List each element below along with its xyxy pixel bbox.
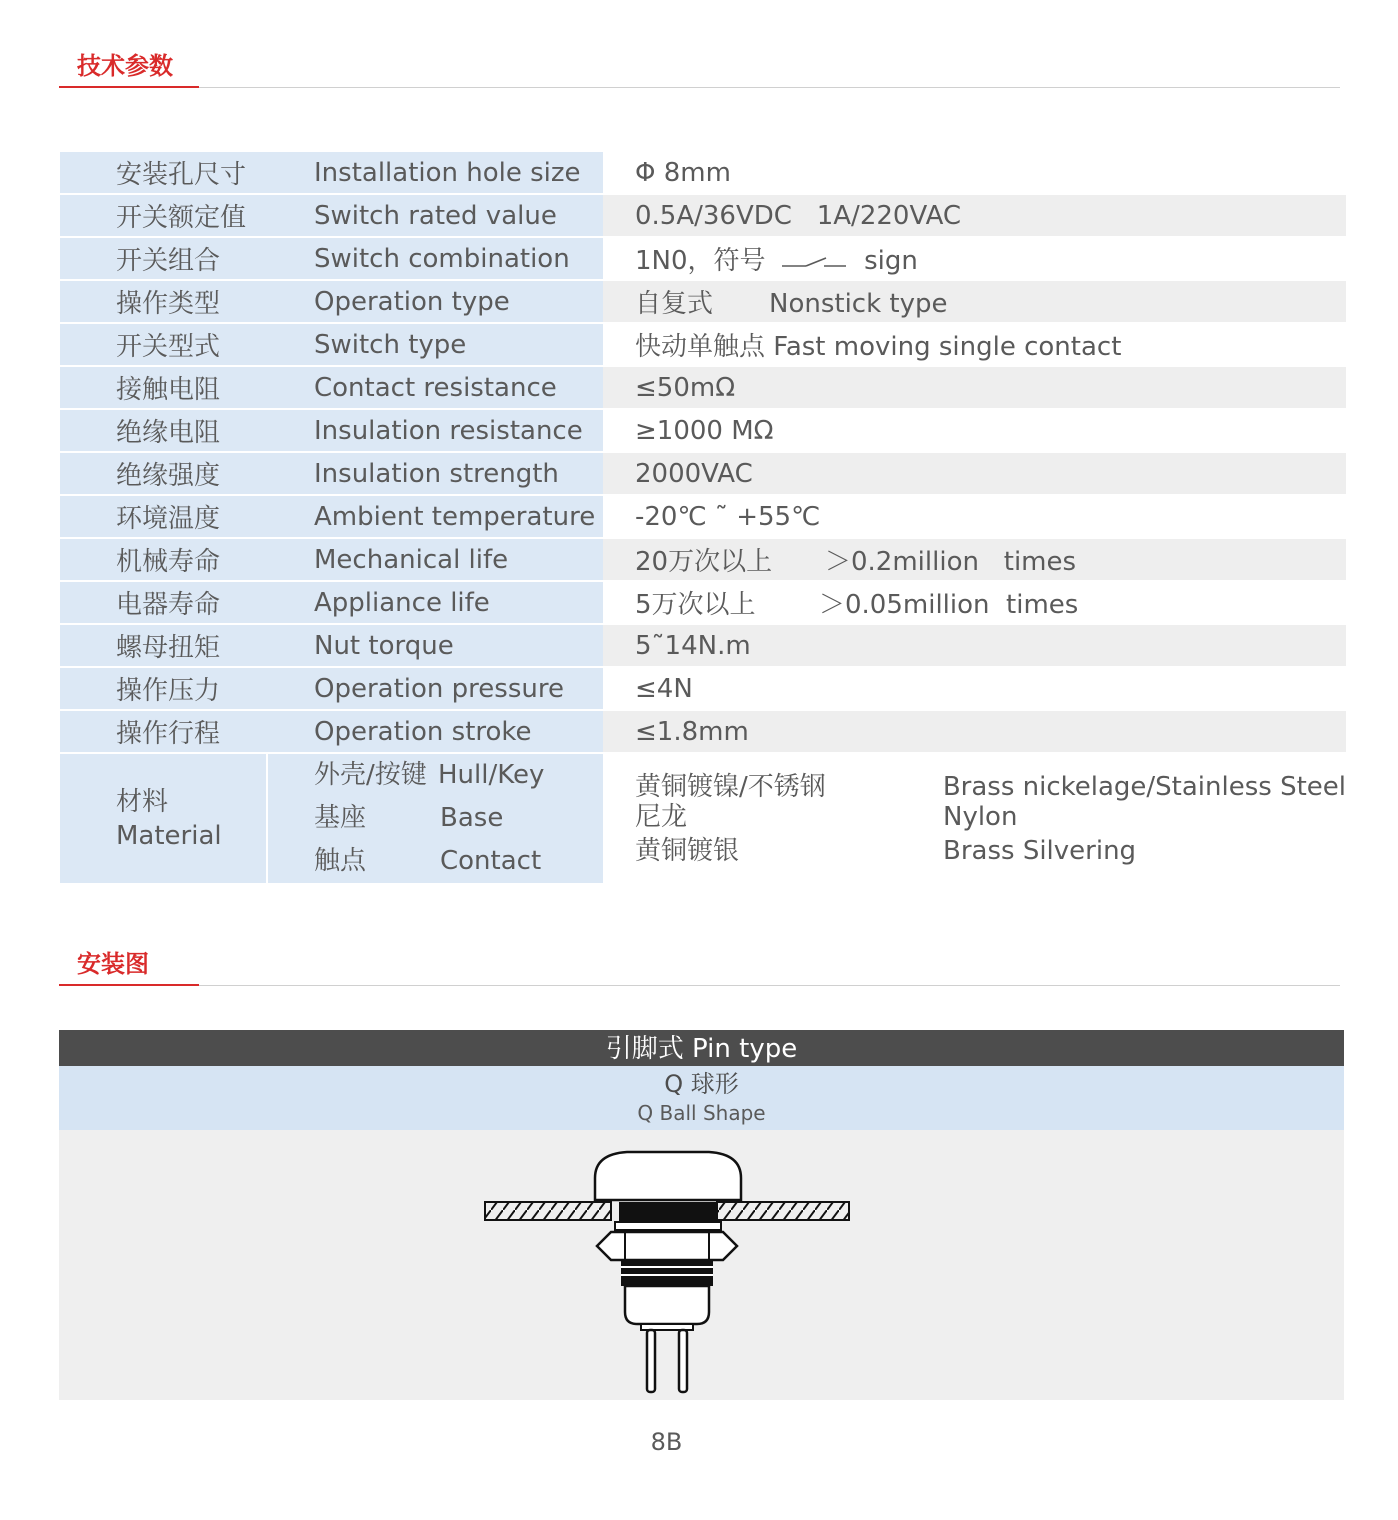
- spec-value: ≤4N: [603, 668, 1346, 711]
- spec-value: 2000VAC: [603, 453, 1346, 496]
- material-part-zh: 触点: [314, 846, 367, 876]
- spec-value-zh: 自复式: [635, 289, 714, 319]
- spec-label-zh: 机械寿命: [60, 539, 266, 582]
- material-value: [635, 836, 1346, 866]
- panel-right: [717, 1202, 849, 1220]
- spec-label-en: Nut torque: [266, 625, 603, 668]
- table-row: [60, 238, 1346, 281]
- install-section-title: 安装图: [77, 950, 149, 978]
- install-section-header: [59, 944, 1340, 986]
- material-value-en: Brass Silvering: [943, 835, 1137, 866]
- spec-value-zh: 5万次以上: [635, 590, 756, 620]
- shape-title-en: Q Ball Shape: [637, 1101, 766, 1125]
- material-part-zh: 外壳/按键: [314, 760, 427, 790]
- spec-label-zh: 环境温度: [60, 496, 266, 539]
- table-row: [60, 496, 1346, 539]
- ball-cap: [595, 1152, 741, 1200]
- spec-label-en: Operation stroke: [266, 711, 603, 754]
- pin-right: [679, 1330, 687, 1392]
- spec-label-en: Switch type: [266, 324, 603, 367]
- switch-drawing: [59, 1130, 1344, 1400]
- table-row: [60, 281, 1346, 324]
- material-part-en: Contact: [440, 846, 542, 876]
- model-label: 8B: [650, 1428, 683, 1456]
- table-row: [60, 152, 1346, 195]
- material-values: [603, 754, 1346, 885]
- material-label: [60, 754, 266, 885]
- spec-value: 5˜14N.m: [603, 625, 1346, 668]
- pin-type-bar: 引脚式 Pin type: [59, 1030, 1344, 1066]
- spec-label-en: Operation pressure: [266, 668, 603, 711]
- hex-nut: [597, 1232, 737, 1260]
- shape-bar: [59, 1066, 1344, 1130]
- spec-label-zh: 操作行程: [60, 711, 266, 754]
- material-value: [635, 802, 1346, 832]
- spec-label-zh: 接触电阻: [60, 367, 266, 410]
- spec-value: [603, 281, 1346, 324]
- spec-value-zh: 1N0，符号: [635, 246, 766, 276]
- spec-label-en: Ambient temperature: [266, 496, 603, 539]
- material-value-zh: 黄铜镀镍/不锈钢: [635, 771, 826, 802]
- spec-label-zh: 绝缘电阻: [60, 410, 266, 453]
- table-row: [60, 324, 1346, 367]
- spec-label-en: Switch rated value: [266, 195, 603, 238]
- body: [625, 1286, 709, 1324]
- material-value-en: Brass nickelage/Stainless Steel: [942, 771, 1346, 802]
- spec-value: [603, 238, 1346, 281]
- pin-left: [647, 1330, 655, 1392]
- material-value: [635, 772, 1346, 802]
- spec-label-zh: 操作压力: [60, 668, 266, 711]
- spec-label-zh: 开关组合: [60, 238, 266, 281]
- spec-value: ≥1000 MΩ: [603, 410, 1346, 453]
- thread-lower: [621, 1260, 713, 1286]
- spec-value: 0.5A/36VDC 1A/220VAC: [603, 195, 1346, 238]
- table-row: [60, 367, 1346, 410]
- table-row: [60, 453, 1346, 496]
- material-value-en: Nylon: [943, 801, 1018, 832]
- spec-value: ≤50mΩ: [603, 367, 1346, 410]
- spec-label-zh: 开关型式: [60, 324, 266, 367]
- material-value-zh: 尼龙: [635, 801, 688, 832]
- spec-value-en: ＞0.05million times: [819, 590, 1079, 620]
- material-value-zh: 黄铜镀银: [635, 835, 740, 866]
- washer: [615, 1222, 721, 1230]
- material-label-en: Material: [116, 820, 222, 851]
- material-part: [314, 840, 603, 883]
- specs-section-title: 技术参数: [77, 52, 173, 80]
- spec-label-zh: 开关额定值: [60, 195, 266, 238]
- spec-value-zh: 20万次以上: [635, 547, 773, 577]
- spec-label-en: Switch combination: [266, 238, 603, 281]
- title-underline: [59, 984, 199, 986]
- material-part-en: Hull/Key: [438, 760, 545, 790]
- table-row: [60, 711, 1346, 754]
- spec-label-zh: 电器寿命: [60, 582, 266, 625]
- spec-label-zh: 绝缘强度: [60, 453, 266, 496]
- spec-value-en: ＞0.2million times: [825, 547, 1077, 577]
- material-part: [314, 754, 603, 797]
- spec-value: 快动单触点 Fast moving single contact: [603, 324, 1346, 367]
- spec-label-en: Contact resistance: [266, 367, 603, 410]
- table-row: [60, 195, 1346, 238]
- installation-drawing-area: [59, 1130, 1344, 1400]
- spec-value: -20℃ ˜ +55℃: [603, 496, 1346, 539]
- spec-label-zh: 螺母扭矩: [60, 625, 266, 668]
- table-row: [60, 668, 1346, 711]
- shape-title-zh: Q 球形: [664, 1070, 739, 1098]
- spec-value-en: Nonstick type: [769, 289, 948, 319]
- spec-value: Φ 8mm: [603, 152, 1346, 195]
- spec-label-zh: 操作类型: [60, 281, 266, 324]
- spec-label-en: Insulation strength: [266, 453, 603, 496]
- switch-symbol-icon: [780, 252, 850, 272]
- material-parts: [266, 754, 603, 885]
- table-row: [60, 625, 1346, 668]
- spec-value: ≤1.8mm: [603, 711, 1346, 754]
- spec-label-en: Mechanical life: [266, 539, 603, 582]
- spec-table: [60, 152, 1346, 885]
- spec-value-en: sign: [864, 246, 918, 276]
- spec-label-en: Installation hole size: [266, 152, 603, 195]
- title-underline: [59, 86, 199, 88]
- spec-label-en: Insulation resistance: [266, 410, 603, 453]
- material-part: [314, 797, 603, 840]
- table-row: [60, 582, 1346, 625]
- material-row: [60, 754, 1346, 885]
- thread-upper: [619, 1202, 717, 1222]
- spec-value: [603, 582, 1346, 625]
- spec-value: [603, 539, 1346, 582]
- material-part-en: Base: [440, 803, 504, 833]
- spec-label-en: Appliance life: [266, 582, 603, 625]
- material-part-zh: 基座: [314, 803, 367, 833]
- table-row: [60, 410, 1346, 453]
- table-row: [60, 539, 1346, 582]
- spec-label-zh: 安装孔尺寸: [60, 152, 266, 195]
- spec-label-en: Operation type: [266, 281, 603, 324]
- specs-section-header: [59, 46, 1340, 88]
- material-label-zh: 材料: [116, 786, 169, 817]
- panel-left: [485, 1202, 611, 1220]
